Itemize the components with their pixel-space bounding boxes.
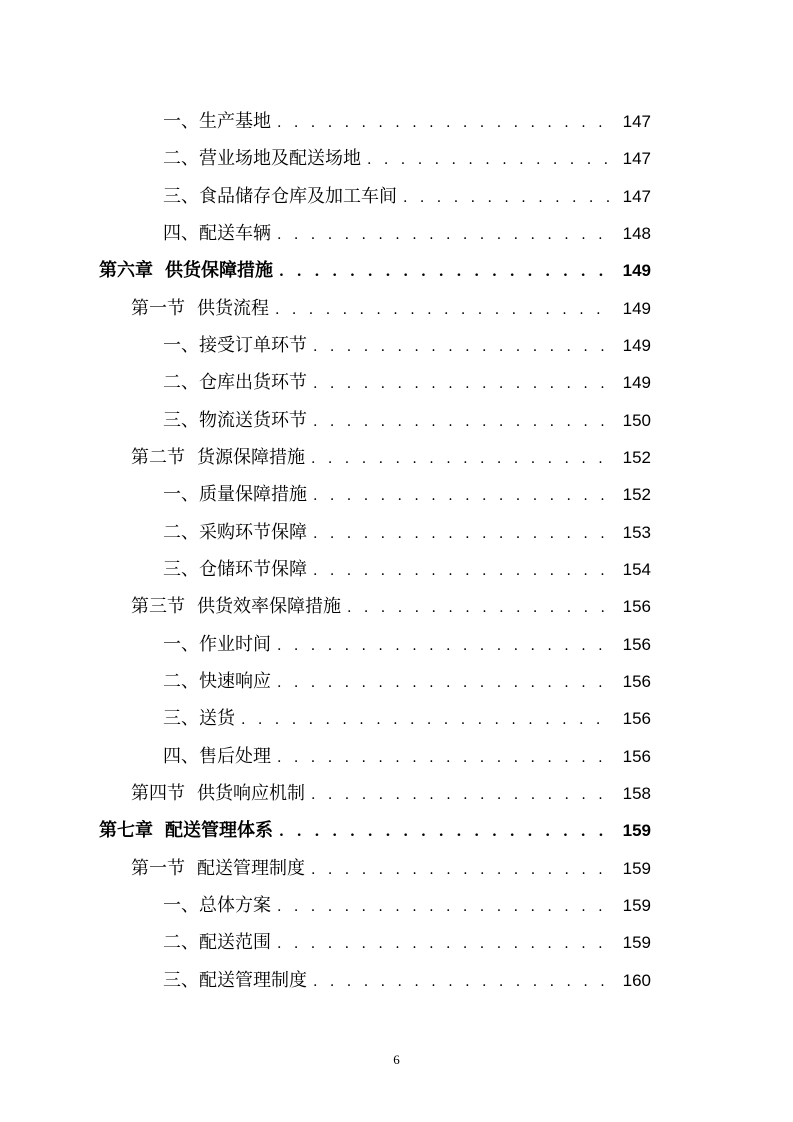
toc-entry[interactable] (0, 178, 793, 215)
toc-entry-title: 配送管理制度 (199, 969, 307, 991)
toc-entry-title: 质量保障措施 (199, 484, 307, 506)
toc-entry-page: 149 (622, 261, 651, 281)
toc-entry-page: 152 (622, 485, 651, 505)
toc-entry-page: 156 (622, 746, 651, 766)
toc-entry[interactable] (0, 140, 793, 177)
toc-entry-page: 153 (622, 522, 651, 542)
toc-entry-title: 物流送货环节 (199, 409, 307, 431)
toc-dot-leader (403, 180, 613, 217)
toc-entry-title: 配送管理体系 (165, 820, 273, 842)
toc-entry[interactable] (0, 887, 793, 924)
toc-entry-number: 四、 (163, 745, 199, 767)
toc-entry-number: 第三节 (131, 596, 185, 618)
toc-entry-title: 生产基地 (199, 111, 271, 132)
toc-section-entry[interactable] (0, 850, 793, 887)
toc-entry-number: 一、 (163, 111, 199, 132)
toc-dot-leader (277, 628, 613, 665)
toc-entry[interactable] (0, 364, 793, 401)
toc-entry-title: 采购环节保障 (199, 521, 307, 543)
toc-chapter-entry[interactable] (0, 812, 793, 849)
toc-entry-number: 二、 (163, 521, 199, 543)
toc-entry-title: 快速响应 (199, 670, 271, 692)
toc-entry-title: 送货 (199, 708, 235, 730)
toc-section-entry[interactable] (0, 775, 793, 812)
toc-entry[interactable] (0, 476, 793, 513)
toc-entry-number: 三、 (163, 558, 199, 580)
toc-dot-leader (279, 254, 613, 291)
toc-dot-leader (313, 366, 613, 403)
toc-entry[interactable] (0, 402, 793, 439)
toc-entry-page: 159 (622, 933, 651, 953)
toc-entry-title: 食品储存仓库及加工车间 (199, 185, 397, 207)
toc-entry-page: 160 (622, 970, 651, 990)
toc-dot-leader (277, 889, 613, 926)
toc-entry-title: 配送管理制度 (197, 857, 305, 879)
toc-entry-title: 配送范围 (199, 932, 271, 954)
toc-entry[interactable] (0, 215, 793, 252)
toc-entry-page: 156 (622, 634, 651, 654)
toc-dot-leader (277, 665, 613, 702)
toc-entry[interactable] (0, 514, 793, 551)
toc-entry-page: 159 (622, 821, 651, 841)
toc-entry-title: 营业场地及配送场地 (199, 148, 361, 170)
toc-entry[interactable] (0, 626, 793, 663)
toc-entry[interactable] (0, 103, 793, 140)
toc-entry-number: 三、 (163, 708, 199, 730)
toc-section-entry[interactable] (0, 588, 793, 625)
toc-dot-leader (277, 105, 613, 142)
toc-entry-number: 一、 (163, 633, 199, 655)
toc-dot-leader (241, 702, 613, 739)
toc-section-entry[interactable] (0, 439, 793, 476)
toc-entry-page: 158 (622, 783, 651, 803)
toc-section-entry[interactable] (0, 290, 793, 327)
toc-entry-title: 仓库出货环节 (199, 372, 307, 394)
toc-entry-title: 作业时间 (199, 633, 271, 655)
toc-entry-title: 供货流程 (197, 297, 269, 319)
toc-entry-number: 三、 (163, 185, 199, 207)
toc-entry-title: 售后处理 (199, 745, 271, 767)
toc-entry-page: 148 (622, 223, 651, 243)
toc-entry-number: 第一节 (131, 297, 185, 319)
toc-entry-number: 第四节 (131, 782, 185, 804)
toc-entry-page: 159 (622, 858, 651, 878)
toc-dot-leader (313, 516, 613, 553)
toc-entry-page: 147 (622, 186, 651, 206)
toc-dot-leader (367, 142, 613, 179)
toc-entry-page: 147 (622, 149, 651, 169)
toc-entry[interactable] (0, 551, 793, 588)
toc-entry[interactable] (0, 700, 793, 737)
toc-entry-number: 二、 (163, 372, 199, 394)
toc-entry-page: 156 (622, 671, 651, 691)
toc-dot-leader (277, 740, 613, 777)
toc-entry-number: 一、 (163, 484, 199, 506)
toc-dot-leader (279, 814, 613, 851)
toc-entry-page: 156 (622, 597, 651, 617)
toc-entry-number: 三、 (163, 409, 199, 431)
toc-entry[interactable] (0, 663, 793, 700)
toc-entry-number: 四、 (163, 222, 199, 244)
toc-entry-number: 第一节 (131, 857, 185, 879)
toc-entry-title: 货源保障措施 (197, 446, 305, 468)
toc-entry-title: 接受订单环节 (199, 334, 307, 356)
table-of-contents (0, 103, 793, 999)
toc-entry-page: 149 (622, 298, 651, 318)
toc-entry-title: 供货保障措施 (165, 260, 273, 282)
toc-dot-leader (277, 926, 613, 963)
toc-dot-leader (313, 553, 613, 590)
toc-entry-page: 149 (622, 373, 651, 393)
toc-entry-title: 仓储环节保障 (199, 558, 307, 580)
toc-entry-page: 156 (622, 709, 651, 729)
toc-entry[interactable] (0, 327, 793, 364)
toc-dot-leader (347, 590, 613, 627)
toc-dot-leader (311, 441, 613, 478)
toc-dot-leader (313, 404, 613, 441)
toc-entry-number: 二、 (163, 148, 199, 170)
toc-entry-number: 三、 (163, 969, 199, 991)
toc-dot-leader (311, 777, 613, 814)
toc-entry-page: 150 (622, 410, 651, 430)
toc-entry-title: 供货效率保障措施 (197, 596, 341, 618)
toc-entry-number: 第七章 (99, 820, 153, 842)
toc-entry[interactable] (0, 962, 793, 999)
toc-entry-title: 配送车辆 (199, 222, 271, 244)
toc-entry-number: 第六章 (99, 260, 153, 282)
toc-dot-leader (313, 964, 613, 1001)
toc-dot-leader (311, 852, 613, 889)
toc-entry-number: 一、 (163, 894, 199, 916)
toc-dot-leader (277, 217, 613, 254)
page-number: 6 (393, 1052, 400, 1067)
toc-entry[interactable] (0, 924, 793, 961)
toc-entry-page: 149 (622, 335, 651, 355)
toc-entry-page: 159 (622, 895, 651, 915)
toc-entry-page: 147 (622, 112, 651, 131)
toc-entry[interactable] (0, 738, 793, 775)
toc-dot-leader (313, 478, 613, 515)
toc-entry-number: 二、 (163, 932, 199, 954)
toc-entry-page: 154 (622, 559, 651, 579)
toc-dot-leader (313, 329, 613, 366)
toc-entry-number: 二、 (163, 670, 199, 692)
toc-entry-number: 第二节 (131, 446, 185, 468)
toc-entry-title: 总体方案 (199, 894, 271, 916)
toc-dot-leader (275, 292, 613, 329)
toc-chapter-entry[interactable] (0, 252, 793, 289)
toc-entry-page: 152 (622, 447, 651, 467)
toc-entry-title: 供货响应机制 (197, 782, 305, 804)
toc-entry-number: 一、 (163, 334, 199, 356)
